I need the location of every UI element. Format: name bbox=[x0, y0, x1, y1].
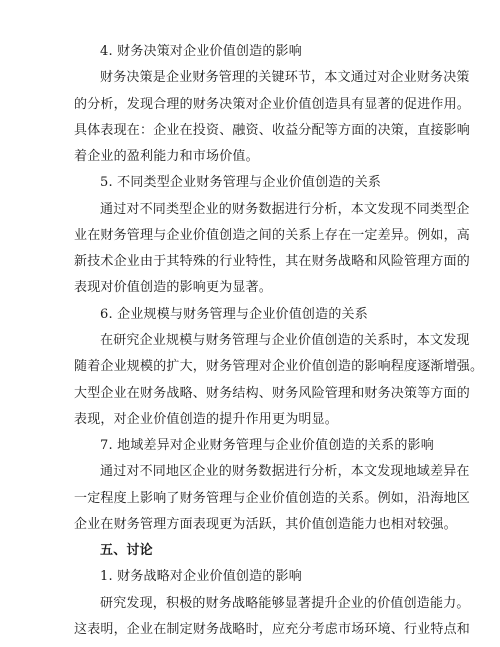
paragraph-line: 研究发现，积极的财务战略能够显著提升企业的价值创造能力。 bbox=[100, 596, 470, 611]
paragraph-line: 表现，对企业价值创造的提升作用更为明显。 bbox=[74, 412, 339, 427]
paragraph-line: 企业在财务管理方面表现更为活跃，其价值创造能力也相对较强。 bbox=[74, 517, 457, 532]
paragraph-line: 通过对不同地区企业的财务数据进行分析，本文发现地域差异在 bbox=[100, 464, 470, 479]
paragraph-line: 在研究企业规模与财务管理与企业价值创造的关系时，本文发现 bbox=[100, 333, 470, 348]
paragraph-line: 表现对价值创造的影响更为显著。 bbox=[74, 280, 273, 295]
paragraph-line: 业在财务管理与企业价值创造之间的关系上存在一定差异。例如，高 bbox=[74, 228, 471, 243]
paragraph-line: 新技术企业由于其特殊的行业特性，其在财务战略和风险管理方面的 bbox=[74, 254, 471, 269]
heading-5: 5. 不同类型企业财务管理与企业价值创造的关系 bbox=[100, 175, 382, 190]
paragraph-line: 财务决策是企业财务管理的关键环节，本文通过对企业财务决策 bbox=[100, 70, 470, 85]
heading-4: 4. 财务决策对企业价值创造的影响 bbox=[100, 44, 302, 59]
heading-7: 7. 地域差异对企业财务管理与企业价值创造的关系的影响 bbox=[100, 438, 434, 453]
heading-discussion-1: 1. 财务战略对企业价值创造的影响 bbox=[100, 569, 302, 584]
paragraph-line: 具体表现在：企业在投资、融资、收益分配等方面的决策，直接影响 bbox=[74, 123, 471, 138]
heading-6: 6. 企业规模与财务管理与企业价值创造的关系 bbox=[100, 307, 368, 322]
paragraph-line: 这表明，企业在制定财务战略时，应充分考虑市场环境、行业特点和 bbox=[74, 622, 471, 637]
paragraph-line: 着企业的盈利能力和市场价值。 bbox=[74, 149, 259, 164]
paragraph-line: 的分析，发现合理的财务决策对企业价值创造具有显著的促进作用。 bbox=[74, 97, 471, 112]
paragraph-line: 一定程度上影响了财务管理与企业价值创造的关系。例如，沿海地区 bbox=[74, 491, 471, 506]
paragraph-line: 随着企业规模的扩大，财务管理对企业价值创造的影响程度逐渐增强。 bbox=[74, 359, 484, 374]
section-title-discussion: 五、讨论 bbox=[100, 543, 153, 558]
paragraph-line: 大型企业在财务战略、财务结构、财务风险管理和财务决策等方面的 bbox=[74, 386, 471, 401]
paragraph-line: 通过对不同类型企业的财务数据进行分析，本文发现不同类型企 bbox=[100, 202, 470, 217]
